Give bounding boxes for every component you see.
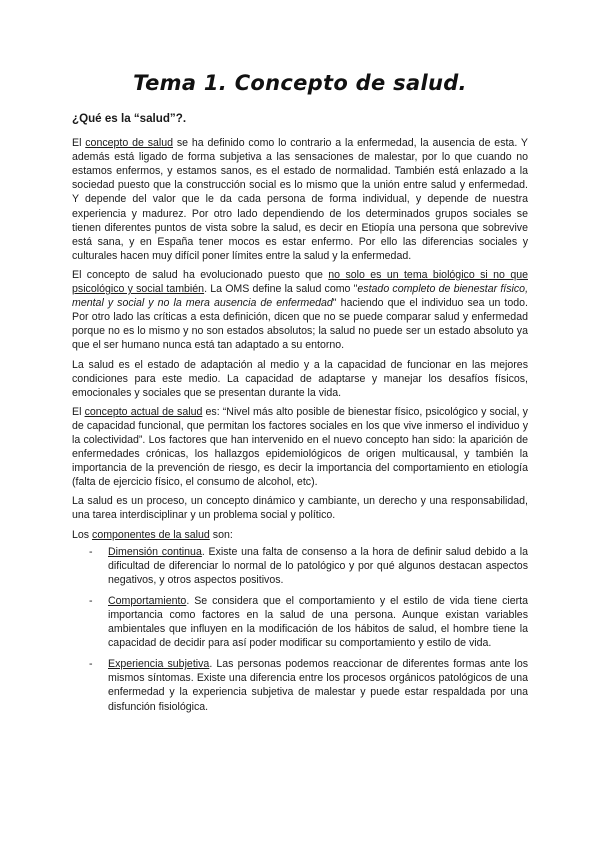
underlined-term: concepto de salud — [85, 137, 174, 150]
component-term: Dimensión continua — [108, 545, 202, 558]
list-item — [72, 594, 528, 650]
paragraph-adaptation: La salud es el estado de adaptación al medio y a la capacidad de funcionar en las mejores condiciones para este medio. La capacidad de adaptarse y manejar los desafíos físicos, emocionales y sociales que se presentan durante la vida. — [72, 358, 528, 399]
text: El concepto de salud ha evolucionado puesto que — [72, 268, 329, 281]
underlined-phrase: no solo es un tema biológico si no que psicológico y social también — [72, 268, 528, 296]
component-text: . Las personas podemos reaccionar de diferentes formas ante los mismos síntomas. Existe una diferencia entre los procesos orgánicos patológicos de una enfermedad y la experiencia subjetiva de malestar y puede estar respaldada por una disfunción fisiológica. — [108, 658, 529, 713]
text: se ha definido como lo contrario a la enfermedad, la ausencia de esta. Y además está ligado de forma subjetiva a las sensaciones de malestar, por lo que cuando no estamos enfermos, y estamos sanos, es el estado de normalidad. También está enlazado a la sociedad puesto que la construcción social es lo mismo que la unión entre salud y enfermedad. Y depende del valor que le da cada persona de forma individual, y depende de nuestra experiencia y madurez. Por otro lado dependiendo de los determinados grupos sociales se tienen diferentes puntos de vista sobre la salud, es decir en Etiopía una persona que sobrevive está sana, y en España tener mocos es estar enfermo. Por ello las diferencias sociales y culturales hacen muy difícil poner límites entre la salud y la enfermedad. — [72, 137, 528, 262]
underlined-term: componentes de la salud — [92, 528, 210, 541]
component-text: . Se considera que el comportamiento y el estilo de vida tiene cierta importancia como factores en la salud de una persona. Aunque existan variables ambientales que influyen en la modificación de los hábitos de salud, el hombre tiene la capacidad de decidir para así poder modificar su comportamiento y estilo de vida. — [108, 594, 528, 650]
list-item — [72, 545, 528, 587]
dash-bullet: - — [89, 594, 93, 607]
component-term: Experiencia subjetiva — [108, 658, 210, 671]
paragraph-current-concept — [72, 405, 528, 490]
text: " haciendo que el individuo sea un todo. Por otro lado las críticas a esta definición, dicen que no se puede comparar salud y enfermedad porque no es lo mismo y no son estados absolutos; la salud no puede ser un estado absoluto ya que el ser humano nunca está tan adaptado a su entorno. — [72, 297, 528, 352]
paragraph-components-intro — [72, 528, 528, 542]
text: El — [72, 137, 86, 150]
dash-bullet: - — [89, 545, 93, 558]
components-list — [72, 545, 528, 714]
oms-definition: estado completo de bienestar físico, mental y social y no la mera ausencia de enfermedad — [72, 283, 529, 310]
text: . La OMS define la salud como " — [204, 283, 358, 296]
document-body — [72, 112, 528, 721]
paragraph-process: La salud es un proceso, un concepto dinámico y cambiante, un derecho y una responsabilidad, una tarea interdisciplinar y un problema social y político. — [72, 495, 528, 522]
paragraph-evolution — [72, 268, 528, 353]
text: Los — [72, 528, 93, 541]
text: es: “Nivel más alto posible de bienestar físico, psicológico y social, y de capacidad funcional, que permitan los factores sociales en los que vive inmerso el individuo y la colectividad”. Los factores que han intervenido en el nuevo concepto han sido: la aparición de enfermedades crónicas, los hallazgos epidemiológicos de origen multicausal, y también la importancia de la prevención de riesgo, es decir la importancia del comportamiento en etiología (falta de ejercicio físico, el consumo de alcohol, etc). — [72, 405, 528, 489]
section-heading: ¿Qué es la “salud”?. — [72, 112, 187, 125]
page-title: Tema 1. Concepto de salud. — [133, 71, 467, 95]
dash-bullet: - — [89, 658, 93, 671]
list-item — [72, 657, 528, 713]
text: son: — [209, 528, 233, 541]
component-term: Comportamiento — [108, 594, 187, 607]
paragraph-definition — [72, 136, 528, 263]
component-text: . Existe una falta de consenso a la hora de definir salud debido a la dificultad de diferenciar lo normal de lo patológico y por qué algunos destacan aspectos negativos, y otros aspectos positivos. — [108, 545, 528, 586]
underlined-term: concepto actual de salud — [84, 405, 203, 418]
text: El — [72, 405, 85, 418]
